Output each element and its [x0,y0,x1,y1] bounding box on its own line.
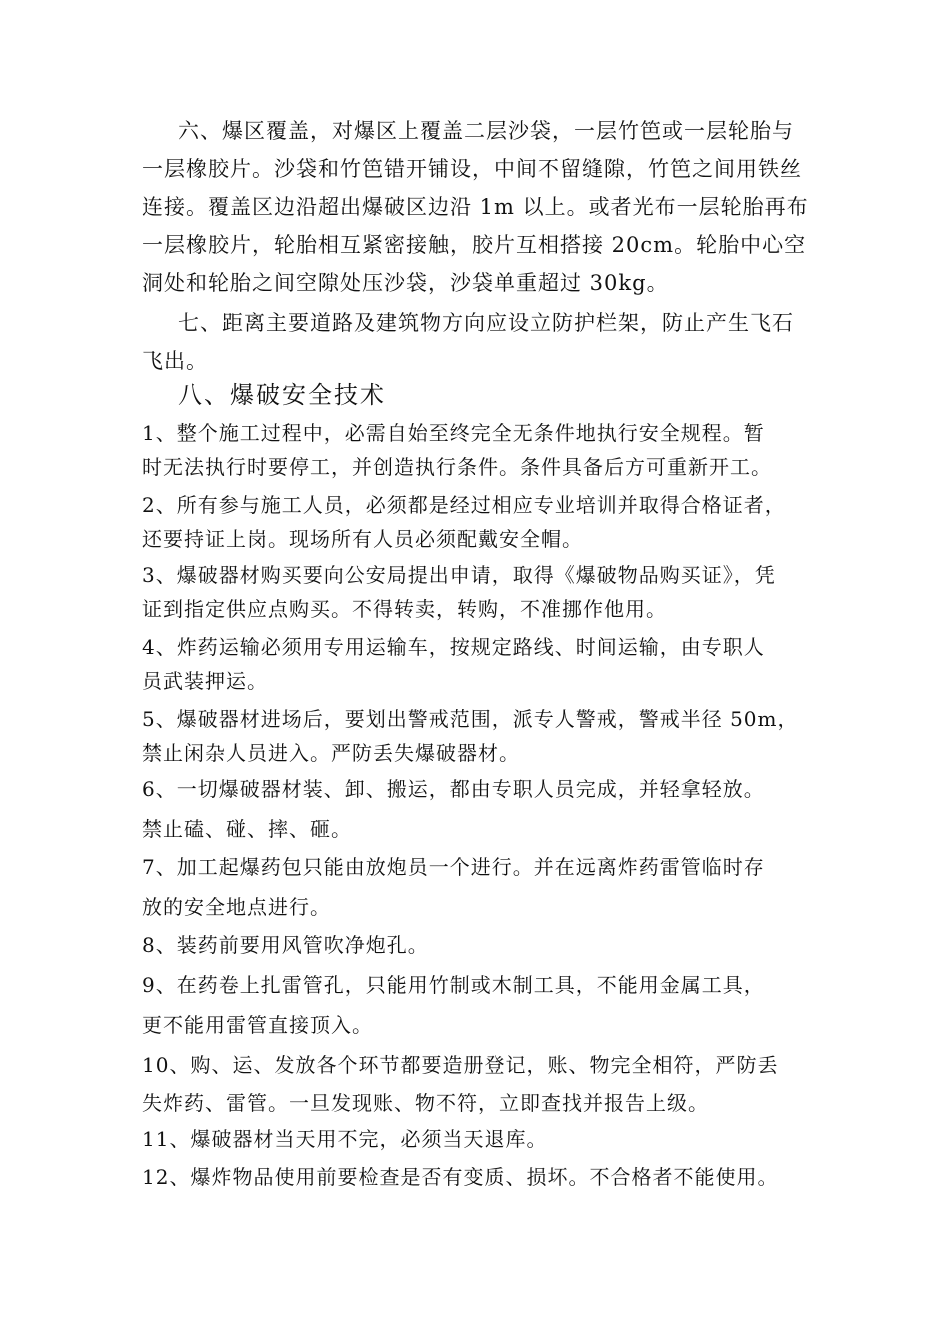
section-eight-heading: 八、爆破安全技术 [178,381,386,409]
text-line: 六、爆区覆盖，对爆区上覆盖二层沙袋，一层竹笆或一层轮胎与 [178,119,794,143]
text-line: 还要持证上岗。现场所有人员必须配戴安全帽。 [142,527,583,551]
rule-item-10 [142,1048,822,1120]
text-line: 七、距离主要道路及建筑物方向应设立防护栏架，防止产生飞石 [178,311,794,335]
text-line: 1、整个施工过程中，必需自始至终完全无条件地执行安全规程。暂 [142,421,765,445]
text-line: 11、爆破器材当天用不完，必须当天退库。 [142,1127,548,1151]
text-line: 6、一切爆破器材装、卸、搬运，都由专职人员完成，并轻拿轻放。 [142,777,765,801]
text-line: 一层橡胶片，轮胎相互紧密接触，胶片互相搭接 20cm。轮胎中心空 [142,233,807,257]
text-line: 8、装药前要用风管吹净炮孔。 [142,933,429,957]
rule-item-5 [142,702,822,770]
rule-item-12 [142,1160,822,1194]
text-line: 9、在药卷上扎雷管孔，只能用竹制或木制工具，不能用金属工具， [142,973,765,997]
text-line: 放的安全地点进行。 [142,895,331,919]
text-line: 10、购、运、发放各个环节都要造册登记，账、物完全相符，严防丢 [142,1053,779,1077]
text-line: 禁止磕、碰、摔、砸。 [142,817,352,841]
text-line: 2、所有参与施工人员，必须都是经过相应专业培训并取得合格证者， [142,493,786,517]
text-line: 3、爆破器材购买要向公安局提出申请，取得《爆破物品购买证》，凭 [142,563,776,587]
rule-item-8 [142,928,822,962]
rule-item-2 [142,488,822,556]
text-line: 失炸药、雷管。一旦发现账、物不符，立即查找并报告上级。 [142,1091,709,1115]
section-six-paragraph [142,112,822,302]
text-line: 时无法执行时要停工，并创造执行条件。条件具备后方可重新开工。 [142,455,772,479]
text-line: 一层橡胶片。沙袋和竹笆错开铺设，中间不留缝隙，竹笆之间用铁丝 [142,157,802,181]
text-line: 5、爆破器材进场后，要划出警戒范围，派专人警戒，警戒半径 50m， [142,707,799,731]
text-line: 4、炸药运输必须用专用运输车，按规定路线、时间运输，由专职人 [142,635,765,659]
rule-item-4 [142,630,822,698]
rule-item-7 [142,850,822,924]
text-line: 12、爆炸物品使用前要检查是否有变质、损坏。不合格者不能使用。 [142,1165,779,1189]
text-line: 禁止闲杂人员进入。严防丢失爆破器材。 [142,741,520,765]
text-line: 连接。覆盖区边沿超出爆破区边沿 1m 以上。或者光布一层轮胎再布 [142,195,809,219]
text-line: 洞处和轮胎之间空隙处压沙袋，沙袋单重超过 30kg。 [142,271,669,295]
text-line: 飞出。 [142,349,208,373]
rule-item-3 [142,558,822,626]
rule-item-11 [142,1122,822,1156]
rule-item-1 [142,416,822,484]
rule-item-6 [142,772,822,846]
text-line: 7、加工起爆药包只能由放炮员一个进行。并在远离炸药雷管临时存 [142,855,765,879]
text-line: 员武装押运。 [142,669,268,693]
section-seven-paragraph [142,304,822,380]
text-line: 证到指定供应点购买。不得转卖，转购，不准挪作他用。 [142,597,667,621]
text-line: 更不能用雷管直接顶入。 [142,1013,373,1037]
rule-item-9 [142,968,822,1042]
